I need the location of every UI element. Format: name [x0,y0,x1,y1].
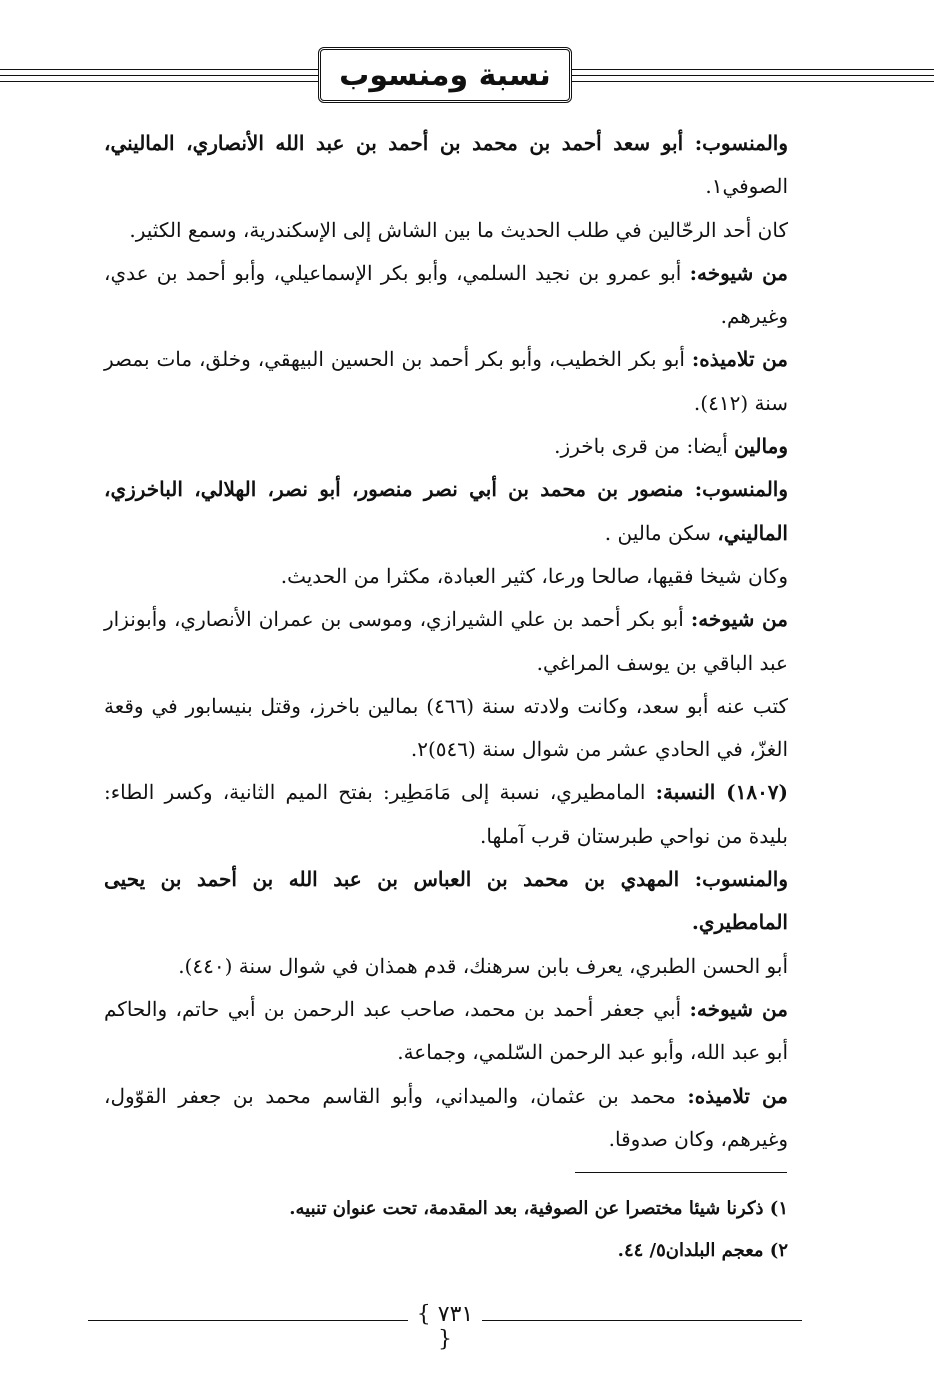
page-number: { ٧٣١ } [416,1302,474,1352]
paragraph [104,338,788,425]
paragraph [104,598,788,685]
running-title-box [318,47,572,103]
paragraph [104,468,788,555]
paragraph-bold: من تلاميذه: [687,1083,788,1108]
paragraph-text: أبو الحسن الطبري، يعرف بابن سرهنك، قدم همذان في شوال سنة (٤٤٠). [178,953,788,978]
paragraph [104,252,788,339]
paragraph-text: أبو عمرو بن نجيد السلمي، وأبو بكر الإسماعيلي، وأبو أحمد بن عدي، وغيرهم. [104,260,788,329]
page-footer [0,1300,934,1352]
page-number-value: ٧٣١ [437,1302,474,1327]
page-header [0,45,934,107]
paragraph-bold: من تلاميذه: [691,347,789,372]
header-rule [572,81,934,82]
paragraph-bold: والمنسوب: منصور بن محمد بن أبي نصر منصور، أبو نصر، الهلالي، الباخرزي، الماليني، [104,477,788,545]
paragraph [104,209,788,252]
paragraph-bold: (١٨٠٧) النسبة: [655,780,789,805]
paragraph-text: المامطيري، نسبة إلى مَامَطِير: بفتح الميم الثانية، وكسر الطاء: بليدة من نواحي طبرستان قرب آملها. [104,780,788,848]
footnote: ١) ذكرنا شيئا مختصرا عن الصوفية، بعد المقدمة، تحت عنوان تنبيه. [289,1198,788,1219]
paragraph-text: وكان شيخا فقيها، صالحا ورعا، كثير العبادة، مكثرا من الحديث. [280,563,788,588]
paragraph-bold: من شيوخه: [690,607,788,632]
paragraph [104,988,788,1075]
paragraph [104,1075,788,1162]
paragraph-bold: والمنسوب: أبو سعد أحمد بن محمد بن أحمد بن عبد الله الأنصاري، الماليني، [104,131,788,155]
paragraph-text: أبو بكر أحمد بن علي الشيرازي، وموسى بن عمران الأنصاري، وأبونزار عبد الباقي بن يوسف المراغي. [104,607,788,675]
paragraph-text: أيضا: من قرى باخرز. [554,434,735,459]
paragraph-bold: من شيوخه: [689,996,788,1021]
paragraph [104,771,788,858]
paragraph-text: أبو بكر الخطيب، وأبو بكر أحمد بن الحسين البيهقي، وخلق، مات بمصر سنة (٤١٢). [104,347,788,415]
paragraph [104,945,788,988]
paragraph-bold: والمنسوب: المهدي بن محمد بن العباس بن عبد الله بن أحمد بن يحيى المامطيري. [104,867,788,935]
paragraph-bold: من شيوخه: [689,260,789,285]
header-rule [0,69,318,70]
paragraph-text: كان أحد الرحّالين في طلب الحديث ما بين الشاش إلى الإسكندرية، وسمع الكثير. [129,217,788,242]
paragraph-text: أبي جعفر أحمد بن محمد، صاحب عبد الرحمن بن أبي حاتم، والحاكم أبو عبد الله، وأبو عبد الرحمن السّلمي، وجماعة. [104,996,788,1065]
paragraph-text: الصوفي١. [705,174,788,199]
paragraph [104,858,788,945]
header-rule [0,75,318,76]
header-rule [0,81,318,82]
paragraph [104,122,788,209]
running-title: نسبة ومنسوب [339,57,551,93]
paragraph [104,685,788,772]
page-body [104,122,788,1161]
paragraph [104,425,788,468]
paragraph [104,555,788,598]
paragraph-text: كتب عنه أبو سعد، وكانت ولادته سنة (٤٦٦) بمالين باخرز، وقتل بنيسابور في وقعة الغزّ، في الحادي عشر من شوال سنة (٥٤٦)٢. [104,693,789,762]
footnote-separator [575,1172,787,1173]
header-rule [572,69,934,70]
footer-rule [88,1320,408,1321]
paragraph-text: محمد بن عثمان، والميداني، وأبو القاسم محمد بن جعفر القوّول، وغيرهم، وكان صدوقا. [104,1083,788,1151]
footnotes [104,1188,788,1272]
footer-rule [482,1320,802,1321]
footnote: ٢) معجم البلدان٥/ ٤٤. [617,1240,788,1261]
header-rule [572,75,934,76]
paragraph-bold: ومالين [734,434,788,459]
paragraph-text: سكن مالين . [604,520,718,545]
